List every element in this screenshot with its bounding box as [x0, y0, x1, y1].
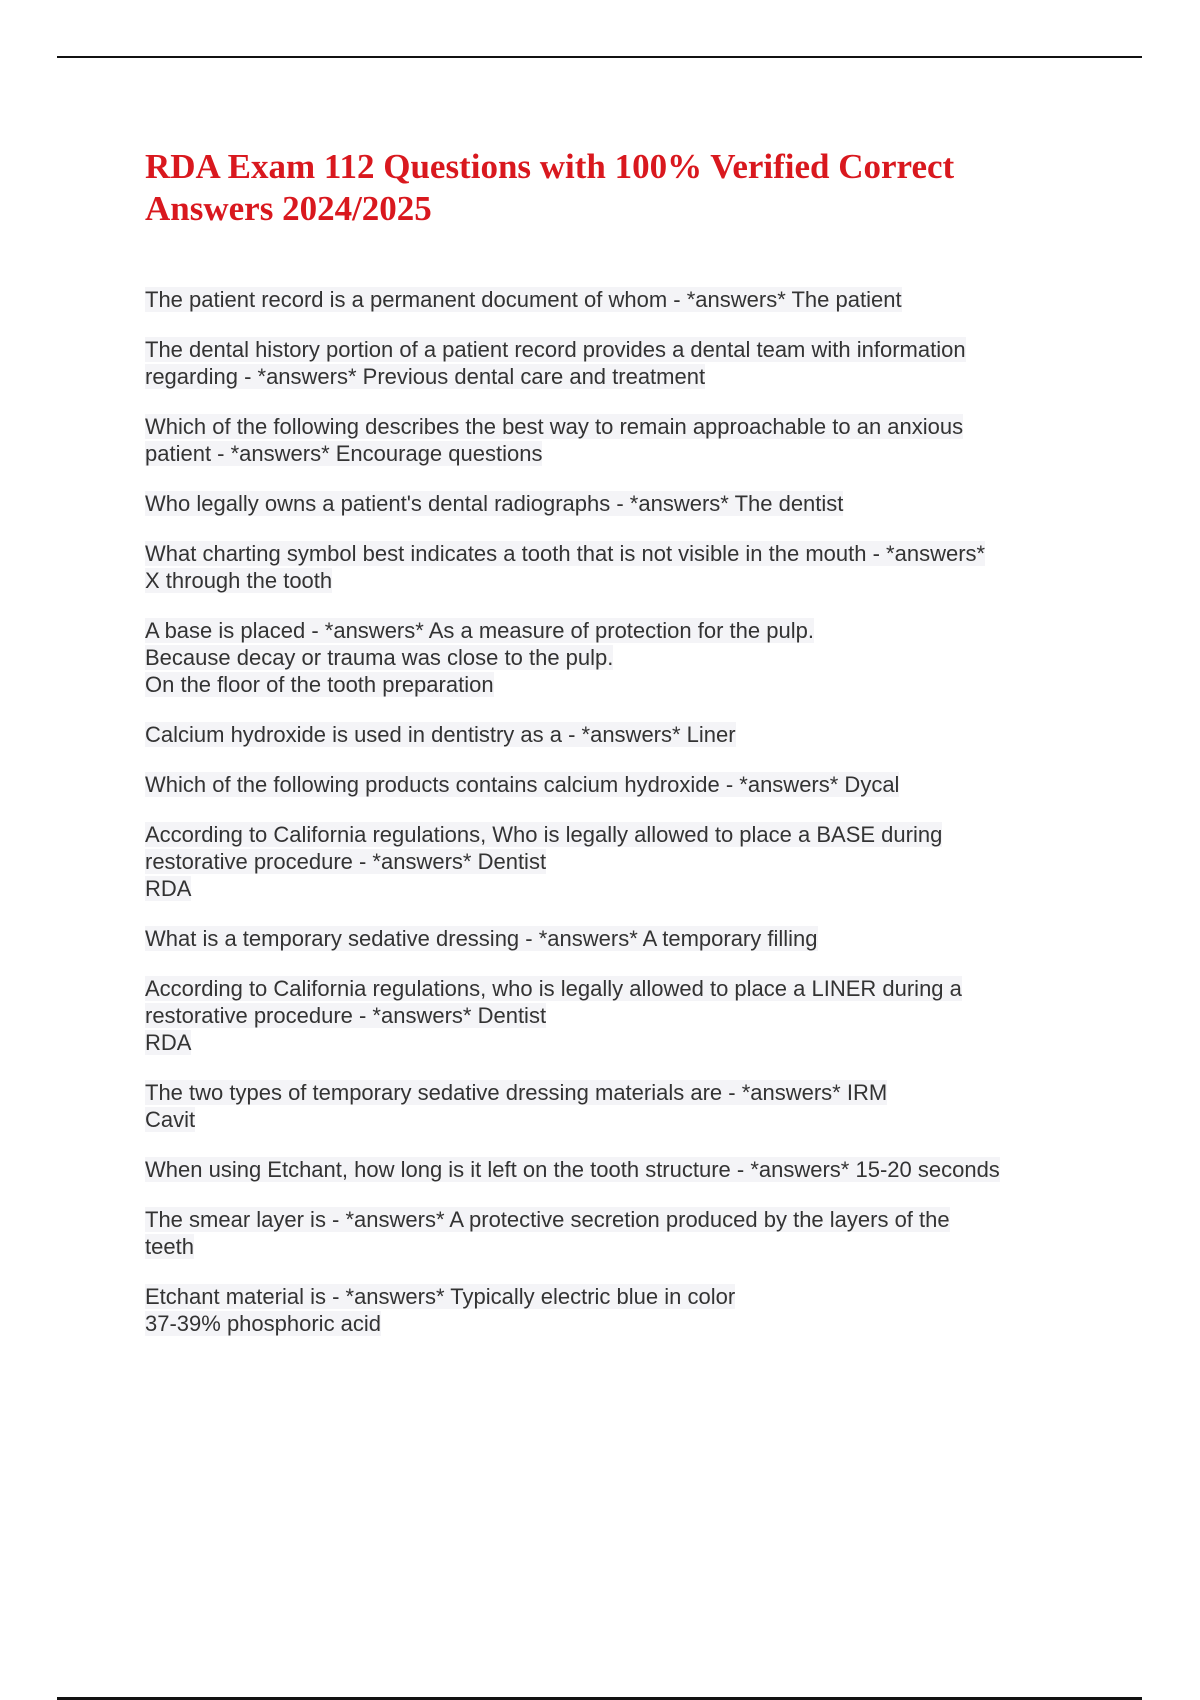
qa-line	[145, 821, 1100, 848]
qa-line-text: A base is placed - *answers* As a measure of protection for the pulp.	[145, 618, 814, 643]
qa-line-text: patient - *answers* Encourage questions	[145, 441, 543, 466]
qa-line-text: The patient record is a permanent document of whom - *answers* The patient	[145, 287, 902, 312]
qa-line-text: Because decay or trauma was close to the pulp.	[145, 645, 614, 670]
qa-line	[145, 490, 1100, 517]
qa-line	[145, 1310, 1100, 1337]
qa-line-text: Who legally owns a patient's dental radiographs - *answers* The dentist	[145, 491, 844, 516]
qa-line-text: X through the tooth	[145, 568, 333, 593]
qa-line	[145, 1233, 1100, 1260]
header-rule	[57, 56, 1142, 58]
qa-line-text: What charting symbol best indicates a tooth that is not visible in the mouth - *answers*	[145, 541, 986, 566]
qa-line	[145, 617, 1100, 644]
qa-line-text: restorative procedure - *answers* Dentist	[145, 1003, 547, 1028]
qa-line	[145, 1029, 1100, 1056]
qa-item	[145, 1206, 1100, 1260]
qa-line-text: On the floor of the tooth preparation	[145, 672, 494, 697]
qa-line-text: RDA	[145, 1030, 192, 1055]
qa-line-text: What is a temporary sedative dressing - *answers* A temporary filling	[145, 926, 818, 951]
document-title: RDA Exam 112 Questions with 100% Verified Correct Answers 2024/2025	[145, 147, 955, 228]
qa-item	[145, 540, 1100, 594]
qa-line-text: Cavit	[145, 1107, 196, 1132]
qa-line	[145, 413, 1100, 440]
qa-line-text: Calcium hydroxide is used in dentistry as a - *answers* Liner	[145, 722, 736, 747]
qa-line	[145, 567, 1100, 594]
qa-line-text: regarding - *answers* Previous dental care and treatment	[145, 364, 706, 389]
qa-line-text: Which of the following describes the best way to remain approachable to an anxious	[145, 414, 964, 439]
qa-item	[145, 821, 1100, 902]
qa-line-text: According to California regulations, who is legally allowed to place a LINER during a	[145, 976, 962, 1001]
qa-line	[145, 1283, 1100, 1310]
qa-item	[145, 490, 1100, 517]
qa-line-text: The two types of temporary sedative dressing materials are - *answers* IRM	[145, 1080, 888, 1105]
qa-line-text: restorative procedure - *answers* Dentist	[145, 849, 547, 874]
qa-line	[145, 721, 1100, 748]
qa-line	[145, 848, 1100, 875]
qa-line-text: The smear layer is - *answers* A protective secretion produced by the layers of the	[145, 1207, 950, 1232]
qa-list	[145, 286, 1100, 1360]
qa-item	[145, 336, 1100, 390]
qa-item	[145, 1156, 1100, 1183]
qa-item	[145, 925, 1100, 952]
qa-line	[145, 440, 1100, 467]
qa-item	[145, 721, 1100, 748]
qa-line	[145, 771, 1100, 798]
qa-item	[145, 1283, 1100, 1337]
qa-line-text: teeth	[145, 1234, 194, 1259]
qa-item	[145, 286, 1100, 313]
qa-line	[145, 286, 1100, 313]
qa-item	[145, 413, 1100, 467]
qa-line	[145, 1156, 1100, 1183]
qa-line	[145, 1206, 1100, 1233]
qa-line	[145, 1002, 1100, 1029]
qa-line	[145, 1106, 1100, 1133]
qa-line-text: When using Etchant, how long is it left on the tooth structure - *answers* 15-20 seconds	[145, 1157, 1000, 1182]
qa-line-text: According to California regulations, Who is legally allowed to place a BASE during	[145, 822, 943, 847]
qa-line	[145, 644, 1100, 671]
qa-item	[145, 1079, 1100, 1133]
qa-line-text: RDA	[145, 876, 192, 901]
qa-line	[145, 975, 1100, 1002]
qa-line	[145, 1079, 1100, 1106]
qa-line	[145, 336, 1100, 363]
qa-line-text: The dental history portion of a patient record provides a dental team with information	[145, 337, 966, 362]
qa-line-text: 37-39% phosphoric acid	[145, 1311, 382, 1336]
qa-line-text: Etchant material is - *answers* Typically electric blue in color	[145, 1284, 736, 1309]
qa-line	[145, 540, 1100, 567]
qa-line	[145, 671, 1100, 698]
qa-line-text: Which of the following products contains calcium hydroxide - *answers* Dycal	[145, 772, 900, 797]
qa-line	[145, 875, 1100, 902]
qa-item	[145, 975, 1100, 1056]
qa-line	[145, 925, 1100, 952]
qa-item	[145, 617, 1100, 698]
qa-line	[145, 363, 1100, 390]
qa-item	[145, 771, 1100, 798]
